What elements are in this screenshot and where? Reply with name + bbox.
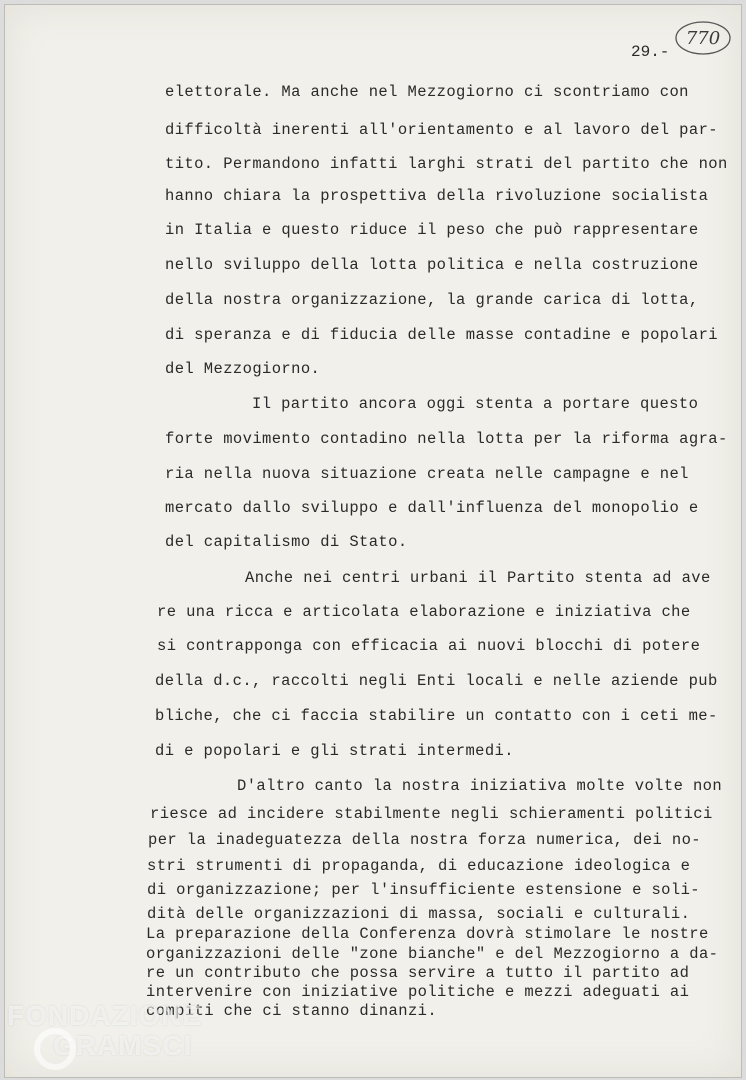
text-line: bliche, che ci faccia stabilire un contatto con i ceti me- bbox=[155, 707, 718, 725]
text-line: La preparazione della Conferenza dovrà stimolare le nostre bbox=[146, 925, 709, 943]
text-line: Anche nei centri urbani il Partito stenta ad ave bbox=[245, 569, 711, 587]
archive-stamp bbox=[673, 19, 733, 57]
archive-stamp-number: 770 bbox=[685, 27, 721, 49]
text-line: per la inadeguatezza della nostra forza numerica, dei no- bbox=[148, 831, 701, 849]
watermark-logo-icon bbox=[33, 1027, 77, 1076]
text-line: stri strumenti di propaganda, di educazione ideologica e bbox=[147, 857, 691, 875]
text-line: della nostra organizzazione, la grande carica di lotta, bbox=[165, 291, 699, 309]
text-line: del Mezzogiorno. bbox=[165, 360, 321, 378]
text-line: nello sviluppo della lotta politica e nella costruzione bbox=[165, 256, 699, 274]
text-line: ria nella nuova situazione creata nelle campagne e nel bbox=[165, 465, 689, 483]
text-line: mercato dallo sviluppo e dall'influenza del monopolio e bbox=[165, 499, 699, 517]
text-line: compiti che ci stanno dinanzi. bbox=[146, 1002, 438, 1020]
text-line: D'altro canto la nostra iniziativa molte volte non bbox=[237, 777, 723, 795]
text-line: organizzazioni delle "zone bianche" e del Mezzogiorno a da- bbox=[146, 945, 719, 963]
text-line: forte movimento contadino nella lotta per la riforma agra- bbox=[165, 430, 728, 448]
text-line: difficoltà inerenti all'orientamento e al lavoro del par- bbox=[165, 121, 718, 139]
text-line: riesce ad incidere stabilmente negli schieramenti politici bbox=[150, 805, 713, 823]
text-line: del capitalismo di Stato. bbox=[165, 533, 408, 551]
text-line: di speranza e di fiducia delle masse contadine e popolari bbox=[165, 326, 718, 344]
watermark-line1: FONDAZIONE bbox=[7, 1000, 203, 1031]
text-line: in Italia e questo riduce il peso che può rappresentare bbox=[165, 221, 699, 239]
text-line: Il partito ancora oggi stenta a portare questo bbox=[252, 395, 699, 413]
document-page bbox=[4, 4, 742, 1078]
text-line: della d.c., raccolti negli Enti locali e nelle aziende pub bbox=[155, 672, 718, 690]
text-line: si contrapponga con efficacia ai nuovi blocchi di potere bbox=[157, 637, 701, 655]
text-line: di organizzazione; per l'insufficiente estensione e soli- bbox=[147, 881, 700, 899]
page-number: 29.- bbox=[631, 43, 670, 61]
text-line: dità delle organizzazioni di massa, sociali e culturali. bbox=[147, 905, 691, 923]
text-line: di e popolari e gli strati intermedi. bbox=[155, 742, 514, 760]
text-line: re una ricca e articolata elaborazione e iniziativa che bbox=[157, 603, 691, 621]
text-line: hanno chiara la prospettiva della rivoluzione socialista bbox=[165, 187, 709, 205]
text-line: elettorale. Ma anche nel Mezzogiorno ci scontriamo con bbox=[165, 83, 689, 101]
text-line: intervenire con iniziative politiche e mezzi adeguati ai bbox=[146, 983, 690, 1001]
watermark-line2: GRAMSCI bbox=[53, 1030, 193, 1061]
text-line: re un contributo che possa servire a tutto il partito ad bbox=[146, 964, 690, 982]
text-line: tito. Permandono infatti larghi strati del partito che non bbox=[165, 155, 728, 173]
